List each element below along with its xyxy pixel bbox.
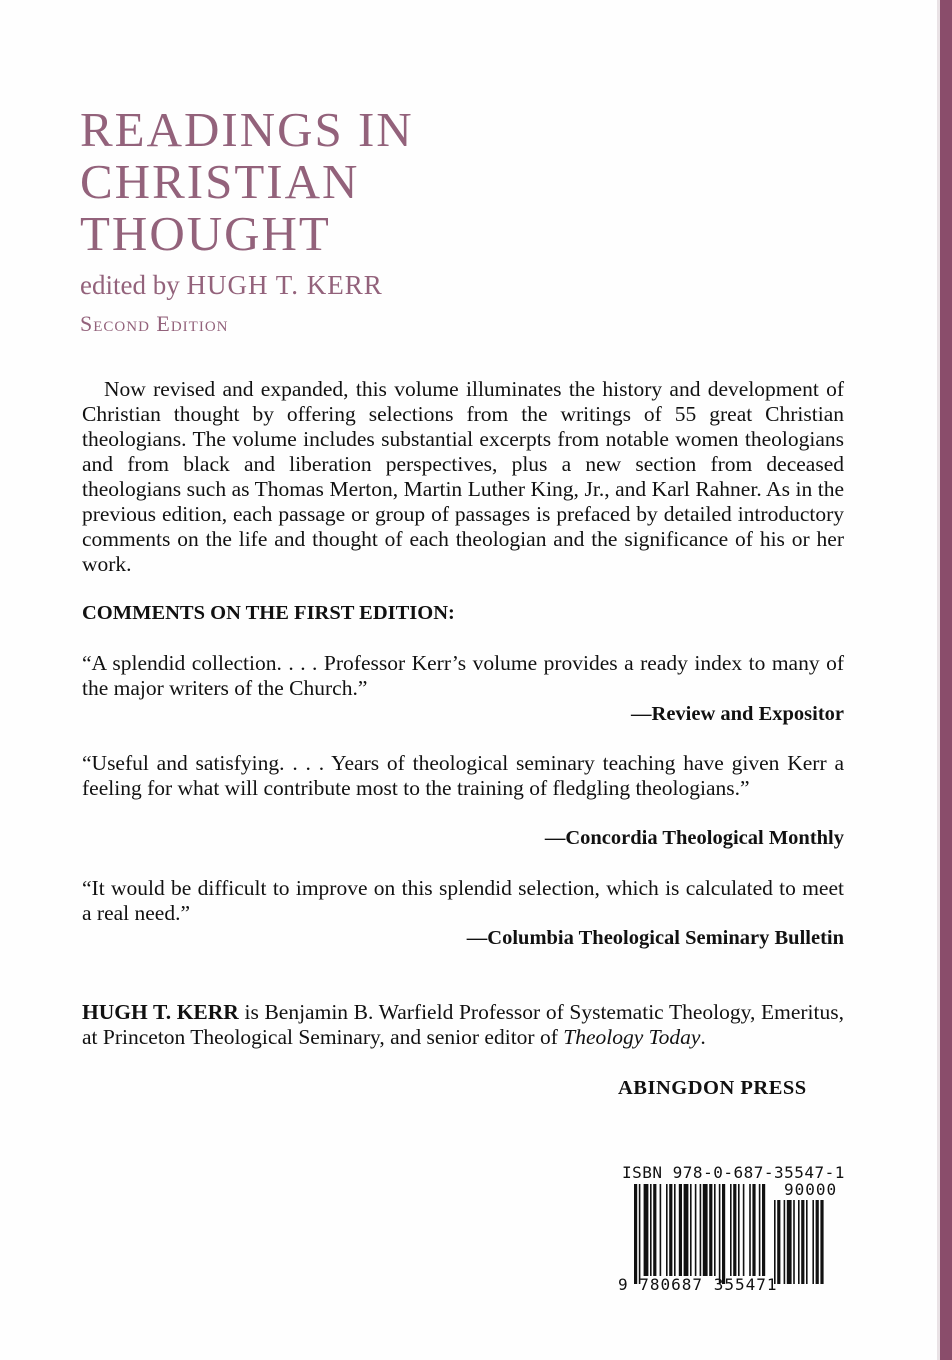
barcode-bar	[730, 1184, 732, 1276]
addon-bar	[816, 1200, 819, 1284]
review-source-3: —Columbia Theological Seminary Bulletin	[466, 927, 844, 949]
isbn-barcode	[614, 1160, 854, 1298]
addon-bar	[820, 1200, 823, 1284]
barcode-bar	[639, 1184, 641, 1284]
barcode-bar	[653, 1184, 656, 1276]
editor-name: HUGH T. KERR	[186, 270, 383, 300]
addon-bar	[774, 1200, 776, 1284]
author-name: HUGH T. KERR	[82, 1000, 239, 1024]
addon-bar	[798, 1200, 800, 1284]
editor-line	[80, 268, 383, 302]
barcode-bar	[660, 1184, 662, 1276]
barcode-bar	[695, 1184, 697, 1276]
addon-bar	[806, 1200, 808, 1284]
review-quote-3: “It would be difficult to improve on this splendid selection, which is calculated to meet a real need.”	[82, 876, 844, 925]
barcode-bar	[650, 1184, 652, 1276]
isbn-number: ISBN 978-0-687-35547-1	[622, 1163, 845, 1182]
barcode-bar	[714, 1184, 716, 1276]
barcode-bar	[666, 1184, 668, 1276]
addon-bar	[812, 1200, 814, 1284]
title-line-2: CHRISTIAN	[80, 154, 360, 209]
author-bio	[82, 1000, 844, 1050]
barcode-bar	[700, 1184, 702, 1276]
addon-bar	[793, 1200, 795, 1284]
barcode-addon-digits: 90000	[784, 1180, 838, 1199]
comments-heading: COMMENTS ON THE FIRST EDITION:	[82, 602, 455, 624]
spine-strip	[940, 0, 952, 1360]
barcode-bar	[759, 1184, 761, 1276]
publisher-name: ABINGDON PRESS	[618, 1077, 807, 1099]
addon-bar	[801, 1200, 804, 1284]
review-source-1: —Review and Expositor	[631, 703, 844, 725]
review-quote-1: “A splendid collection. . . . Professor Kerr’s volume provides a ready index to many of the major writers of the Church.”	[82, 651, 844, 700]
title-line-1: READINGS IN	[80, 102, 414, 157]
editor-prefix: edited by	[80, 270, 180, 300]
barcode-bar	[703, 1184, 708, 1276]
barcode-bar	[644, 1184, 649, 1276]
barcode-bar	[733, 1184, 736, 1276]
barcode-bar	[749, 1184, 751, 1276]
barcode-bar	[634, 1184, 637, 1284]
barcode-bar	[679, 1184, 682, 1276]
barcode-bar	[690, 1184, 692, 1276]
addon-bar	[784, 1200, 786, 1284]
book-description: Now revised and expanded, this volume illuminates the history and development of Christian thought by offering selections from the writings of 55 great Christian theologians. The volume includes substantial excerpts from notable women theologians and from black and liberation perspectives, plus a new section from deceased theologians such as Thomas Merton, Martin Luther King, Jr., and Karl Rahner. As in the previous edition, each passage or group of passages is prefaced by detailed introductory comments on the life and thought of each theologian and the significance of his or her work.	[82, 377, 844, 576]
barcode-bar	[669, 1184, 672, 1276]
edition-label: Second Edition	[80, 311, 229, 336]
barcode-ean-digits: 9 780687 355471	[618, 1275, 778, 1294]
barcode-bar	[762, 1184, 765, 1276]
review-source-2: —Concordia Theological Monthly	[544, 827, 844, 849]
addon-bar	[787, 1200, 792, 1284]
review-quote-2: “Useful and satisfying. . . . Years of theological seminary teaching have given Kerr a feeling for what will contribute most to the training of fledgling theologians.”	[82, 751, 844, 800]
barcode-bar	[719, 1184, 721, 1284]
barcode-bar	[709, 1184, 712, 1276]
addon-bar	[777, 1200, 780, 1284]
title-line-3: THOUGHT	[80, 206, 331, 261]
author-bio-end: .	[700, 1025, 706, 1049]
barcode-bar	[674, 1184, 676, 1276]
author-bio-text: is Benjamin B. Warfield Professor of Systematic Theology, Emeritus, at Princeton Theological Seminary, and senior editor of	[82, 1000, 844, 1049]
barcode-bar	[752, 1184, 755, 1276]
book-title	[80, 104, 414, 260]
barcode-bar	[738, 1184, 740, 1276]
journal-title: Theology Today	[563, 1025, 701, 1049]
barcode-bar	[743, 1184, 745, 1276]
barcode-bar	[684, 1184, 689, 1276]
barcode-bar	[722, 1184, 725, 1284]
